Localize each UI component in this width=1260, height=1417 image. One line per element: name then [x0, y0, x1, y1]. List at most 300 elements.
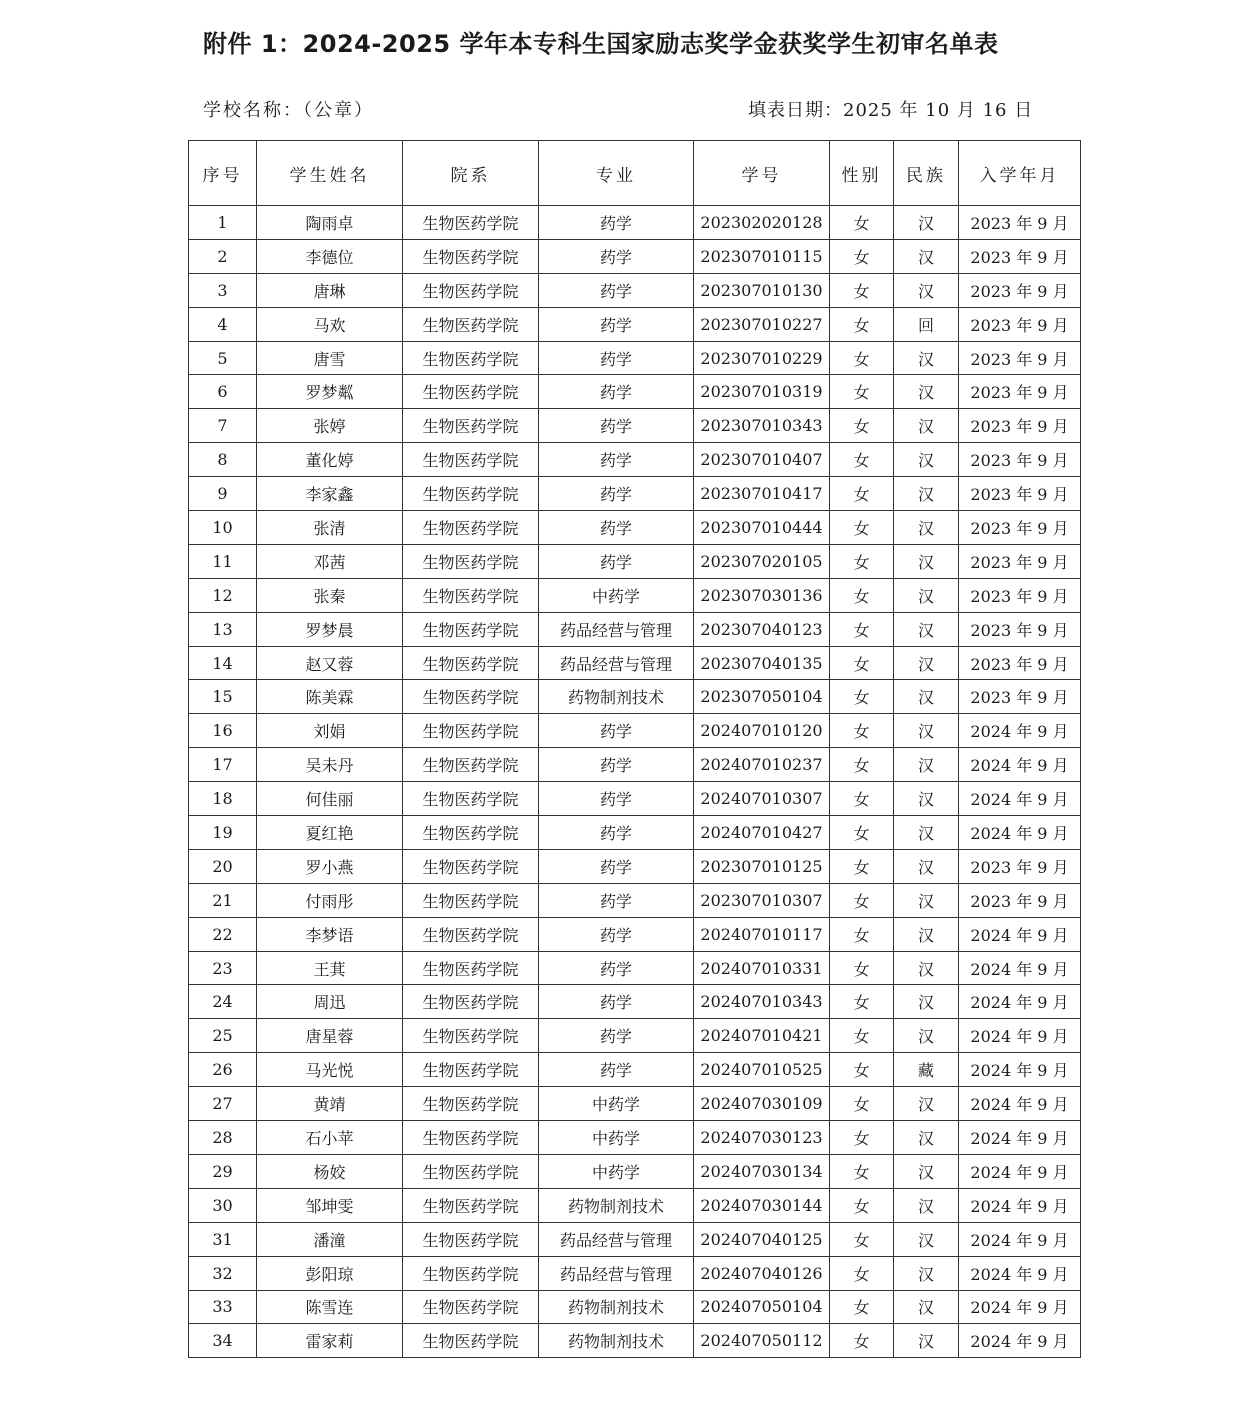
- cell-department: 生物医药学院: [403, 206, 539, 240]
- table-row: [189, 951, 1081, 985]
- cell-gender: 女: [830, 680, 894, 714]
- cell-index: 33: [189, 1290, 257, 1324]
- table-row: [189, 511, 1081, 545]
- table-body: [189, 206, 1081, 1358]
- cell-enrollment: 2023 年 9 月: [959, 477, 1081, 511]
- cell-major: 药物制剂技术: [539, 1324, 694, 1358]
- cell-ethnicity: 汉: [894, 544, 959, 578]
- cell-enrollment: 2023 年 9 月: [959, 612, 1081, 646]
- table-row: [189, 1188, 1081, 1222]
- table-row: [189, 917, 1081, 951]
- cell-index: 30: [189, 1188, 257, 1222]
- cell-department: 生物医药学院: [403, 985, 539, 1019]
- cell-student-id: 202407010237: [694, 748, 830, 782]
- table-row: [189, 1019, 1081, 1053]
- cell-student-id: 202407050112: [694, 1324, 830, 1358]
- cell-index: 20: [189, 849, 257, 883]
- cell-student-name: 石小苹: [257, 1121, 403, 1155]
- cell-department: 生物医药学院: [403, 1019, 539, 1053]
- cell-major: 中药学: [539, 578, 694, 612]
- cell-student-name: 唐琳: [257, 273, 403, 307]
- cell-department: 生物医药学院: [403, 748, 539, 782]
- cell-enrollment: 2024 年 9 月: [959, 951, 1081, 985]
- cell-student-name: 邓茜: [257, 544, 403, 578]
- cell-enrollment: 2023 年 9 月: [959, 544, 1081, 578]
- cell-major: 药学: [539, 714, 694, 748]
- cell-department: 生物医药学院: [403, 849, 539, 883]
- cell-student-id: 202407010525: [694, 1053, 830, 1087]
- cell-gender: 女: [830, 477, 894, 511]
- cell-enrollment: 2024 年 9 月: [959, 1154, 1081, 1188]
- table-row: [189, 714, 1081, 748]
- cell-major: 药物制剂技术: [539, 1290, 694, 1324]
- cell-department: 生物医药学院: [403, 714, 539, 748]
- cell-ethnicity: 汉: [894, 849, 959, 883]
- cell-major: 药品经营与管理: [539, 612, 694, 646]
- cell-student-id: 202307010115: [694, 239, 830, 273]
- cell-gender: 女: [830, 985, 894, 1019]
- cell-index: 34: [189, 1324, 257, 1358]
- cell-department: 生物医药学院: [403, 612, 539, 646]
- cell-ethnicity: 汉: [894, 680, 959, 714]
- table-row: [189, 1256, 1081, 1290]
- cell-gender: 女: [830, 748, 894, 782]
- cell-student-id: 202307040135: [694, 646, 830, 680]
- cell-index: 1: [189, 206, 257, 240]
- header-ethnicity: 民族: [894, 141, 959, 206]
- cell-major: 药学: [539, 1053, 694, 1087]
- cell-ethnicity: 汉: [894, 883, 959, 917]
- cell-gender: 女: [830, 1087, 894, 1121]
- cell-student-name: 李梦语: [257, 917, 403, 951]
- cell-enrollment: 2024 年 9 月: [959, 1188, 1081, 1222]
- cell-ethnicity: 汉: [894, 409, 959, 443]
- cell-major: 中药学: [539, 1087, 694, 1121]
- cell-enrollment: 2024 年 9 月: [959, 985, 1081, 1019]
- cell-enrollment: 2024 年 9 月: [959, 1087, 1081, 1121]
- cell-student-name: 付雨彤: [257, 883, 403, 917]
- cell-enrollment: 2024 年 9 月: [959, 748, 1081, 782]
- cell-department: 生物医药学院: [403, 1188, 539, 1222]
- cell-ethnicity: 汉: [894, 951, 959, 985]
- cell-major: 药学: [539, 341, 694, 375]
- cell-department: 生物医药学院: [403, 578, 539, 612]
- cell-gender: 女: [830, 1019, 894, 1053]
- cell-student-name: 刘娟: [257, 714, 403, 748]
- cell-major: 中药学: [539, 1121, 694, 1155]
- cell-department: 生物医药学院: [403, 917, 539, 951]
- cell-student-name: 邹坤雯: [257, 1188, 403, 1222]
- table-row: [189, 578, 1081, 612]
- cell-gender: 女: [830, 883, 894, 917]
- cell-student-name: 马光悦: [257, 1053, 403, 1087]
- cell-gender: 女: [830, 206, 894, 240]
- table-row: [189, 375, 1081, 409]
- cell-index: 22: [189, 917, 257, 951]
- cell-enrollment: 2024 年 9 月: [959, 1324, 1081, 1358]
- cell-department: 生物医药学院: [403, 1256, 539, 1290]
- cell-ethnicity: 汉: [894, 816, 959, 850]
- cell-index: 8: [189, 443, 257, 477]
- cell-enrollment: 2024 年 9 月: [959, 816, 1081, 850]
- cell-department: 生物医药学院: [403, 1222, 539, 1256]
- cell-student-id: 202307050104: [694, 680, 830, 714]
- cell-gender: 女: [830, 1188, 894, 1222]
- cell-gender: 女: [830, 1324, 894, 1358]
- cell-student-id: 202407030123: [694, 1121, 830, 1155]
- cell-student-name: 周迅: [257, 985, 403, 1019]
- cell-index: 29: [189, 1154, 257, 1188]
- cell-index: 6: [189, 375, 257, 409]
- cell-enrollment: 2023 年 9 月: [959, 646, 1081, 680]
- cell-index: 3: [189, 273, 257, 307]
- cell-student-name: 李德位: [257, 239, 403, 273]
- header-index: 序号: [189, 141, 257, 206]
- cell-student-name: 马欢: [257, 307, 403, 341]
- cell-student-id: 202407030144: [694, 1188, 830, 1222]
- cell-enrollment: 2024 年 9 月: [959, 714, 1081, 748]
- cell-student-name: 陶雨卓: [257, 206, 403, 240]
- cell-ethnicity: 汉: [894, 612, 959, 646]
- cell-index: 11: [189, 544, 257, 578]
- table-row: [189, 1290, 1081, 1324]
- cell-enrollment: 2023 年 9 月: [959, 375, 1081, 409]
- header-major: 专业: [539, 141, 694, 206]
- cell-index: 5: [189, 341, 257, 375]
- cell-student-id: 202307010444: [694, 511, 830, 545]
- cell-department: 生物医药学院: [403, 375, 539, 409]
- cell-student-id: 202307040123: [694, 612, 830, 646]
- cell-student-name: 彭阳琼: [257, 1256, 403, 1290]
- cell-ethnicity: 汉: [894, 443, 959, 477]
- cell-enrollment: 2023 年 9 月: [959, 578, 1081, 612]
- cell-ethnicity: 汉: [894, 239, 959, 273]
- table-row: [189, 849, 1081, 883]
- cell-major: 药学: [539, 375, 694, 409]
- cell-gender: 女: [830, 409, 894, 443]
- table-row: [189, 1154, 1081, 1188]
- cell-index: 2: [189, 239, 257, 273]
- cell-enrollment: 2024 年 9 月: [959, 1019, 1081, 1053]
- document-title: 附件 1：2024-2025 学年本专科生国家励志奖学金获奖学生初审名单表: [203, 30, 999, 58]
- cell-student-name: 吴未丹: [257, 748, 403, 782]
- header-enrollment: 入学年月: [959, 141, 1081, 206]
- cell-student-name: 何佳丽: [257, 782, 403, 816]
- table-row: [189, 680, 1081, 714]
- cell-ethnicity: 回: [894, 307, 959, 341]
- cell-gender: 女: [830, 443, 894, 477]
- cell-major: 药学: [539, 917, 694, 951]
- table-row: [189, 409, 1081, 443]
- cell-major: 药学: [539, 206, 694, 240]
- cell-student-id: 202407010331: [694, 951, 830, 985]
- cell-major: 药学: [539, 816, 694, 850]
- cell-ethnicity: 汉: [894, 578, 959, 612]
- cell-ethnicity: 汉: [894, 917, 959, 951]
- cell-gender: 女: [830, 917, 894, 951]
- cell-gender: 女: [830, 951, 894, 985]
- cell-major: 药学: [539, 1019, 694, 1053]
- table-row: [189, 816, 1081, 850]
- cell-student-id: 202307010130: [694, 273, 830, 307]
- table-row: [189, 307, 1081, 341]
- cell-enrollment: 2024 年 9 月: [959, 917, 1081, 951]
- cell-student-name: 张清: [257, 511, 403, 545]
- header-student-id: 学号: [694, 141, 830, 206]
- cell-gender: 女: [830, 1290, 894, 1324]
- cell-department: 生物医药学院: [403, 1121, 539, 1155]
- cell-department: 生物医药学院: [403, 239, 539, 273]
- cell-major: 药学: [539, 307, 694, 341]
- cell-index: 21: [189, 883, 257, 917]
- cell-student-id: 202407050104: [694, 1290, 830, 1324]
- cell-student-name: 陈雪连: [257, 1290, 403, 1324]
- cell-department: 生物医药学院: [403, 341, 539, 375]
- cell-department: 生物医药学院: [403, 1087, 539, 1121]
- cell-enrollment: 2023 年 9 月: [959, 511, 1081, 545]
- cell-enrollment: 2023 年 9 月: [959, 409, 1081, 443]
- cell-student-name: 黄靖: [257, 1087, 403, 1121]
- cell-department: 生物医药学院: [403, 646, 539, 680]
- cell-index: 7: [189, 409, 257, 443]
- cell-gender: 女: [830, 816, 894, 850]
- cell-ethnicity: 汉: [894, 1188, 959, 1222]
- cell-enrollment: 2023 年 9 月: [959, 273, 1081, 307]
- cell-student-id: 202407010307: [694, 782, 830, 816]
- header-department: 院系: [403, 141, 539, 206]
- cell-student-name: 罗小燕: [257, 849, 403, 883]
- cell-student-name: 罗梦晨: [257, 612, 403, 646]
- scholarship-list-table: [188, 140, 1081, 1358]
- cell-student-id: 202407010343: [694, 985, 830, 1019]
- cell-ethnicity: 汉: [894, 985, 959, 1019]
- cell-major: 药品经营与管理: [539, 1256, 694, 1290]
- cell-major: 药学: [539, 443, 694, 477]
- cell-gender: 女: [830, 511, 894, 545]
- cell-student-id: 202307010229: [694, 341, 830, 375]
- cell-gender: 女: [830, 273, 894, 307]
- cell-ethnicity: 汉: [894, 782, 959, 816]
- cell-gender: 女: [830, 782, 894, 816]
- cell-student-id: 202307010407: [694, 443, 830, 477]
- cell-major: 药学: [539, 782, 694, 816]
- cell-enrollment: 2024 年 9 月: [959, 1053, 1081, 1087]
- cell-student-id: 202307010307: [694, 883, 830, 917]
- cell-student-id: 202407040126: [694, 1256, 830, 1290]
- fill-date-label: 填表日期：2025 年 10 月 16 日: [748, 100, 1034, 121]
- cell-student-id: 202407040125: [694, 1222, 830, 1256]
- cell-enrollment: 2023 年 9 月: [959, 680, 1081, 714]
- cell-student-id: 202407010427: [694, 816, 830, 850]
- cell-student-name: 董化婷: [257, 443, 403, 477]
- cell-index: 18: [189, 782, 257, 816]
- cell-ethnicity: 汉: [894, 646, 959, 680]
- cell-department: 生物医药学院: [403, 1290, 539, 1324]
- cell-major: 中药学: [539, 1154, 694, 1188]
- cell-department: 生物医药学院: [403, 1324, 539, 1358]
- cell-ethnicity: 汉: [894, 1290, 959, 1324]
- cell-ethnicity: 汉: [894, 511, 959, 545]
- cell-student-id: 202302020128: [694, 206, 830, 240]
- cell-major: 药品经营与管理: [539, 646, 694, 680]
- table-row: [189, 612, 1081, 646]
- cell-student-name: 陈美霖: [257, 680, 403, 714]
- cell-major: 药物制剂技术: [539, 1188, 694, 1222]
- cell-department: 生物医药学院: [403, 544, 539, 578]
- cell-gender: 女: [830, 1121, 894, 1155]
- table-row: [189, 1324, 1081, 1358]
- cell-department: 生物医药学院: [403, 443, 539, 477]
- cell-enrollment: 2023 年 9 月: [959, 239, 1081, 273]
- cell-gender: 女: [830, 1154, 894, 1188]
- cell-index: 32: [189, 1256, 257, 1290]
- cell-department: 生物医药学院: [403, 951, 539, 985]
- cell-gender: 女: [830, 646, 894, 680]
- cell-index: 19: [189, 816, 257, 850]
- cell-major: 药学: [539, 849, 694, 883]
- table-row: [189, 1222, 1081, 1256]
- cell-ethnicity: 汉: [894, 1222, 959, 1256]
- cell-gender: 女: [830, 307, 894, 341]
- cell-student-id: 202307030136: [694, 578, 830, 612]
- cell-department: 生物医药学院: [403, 409, 539, 443]
- cell-gender: 女: [830, 1053, 894, 1087]
- cell-major: 药学: [539, 239, 694, 273]
- cell-student-name: 张婷: [257, 409, 403, 443]
- table-row: [189, 239, 1081, 273]
- cell-enrollment: 2024 年 9 月: [959, 1121, 1081, 1155]
- cell-gender: 女: [830, 1222, 894, 1256]
- cell-ethnicity: 汉: [894, 341, 959, 375]
- cell-department: 生物医药学院: [403, 511, 539, 545]
- cell-student-name: 雷家莉: [257, 1324, 403, 1358]
- cell-index: 13: [189, 612, 257, 646]
- cell-student-name: 唐雪: [257, 341, 403, 375]
- cell-enrollment: 2023 年 9 月: [959, 883, 1081, 917]
- cell-gender: 女: [830, 578, 894, 612]
- table-row: [189, 985, 1081, 1019]
- cell-major: 药学: [539, 511, 694, 545]
- table-row: [189, 1121, 1081, 1155]
- cell-ethnicity: 汉: [894, 1256, 959, 1290]
- cell-index: 16: [189, 714, 257, 748]
- cell-student-id: 202307010125: [694, 849, 830, 883]
- table-row: [189, 646, 1081, 680]
- cell-student-id: 202407010120: [694, 714, 830, 748]
- cell-ethnicity: 汉: [894, 206, 959, 240]
- cell-enrollment: 2024 年 9 月: [959, 1290, 1081, 1324]
- table-row: [189, 273, 1081, 307]
- cell-enrollment: 2023 年 9 月: [959, 206, 1081, 240]
- cell-ethnicity: 汉: [894, 1121, 959, 1155]
- cell-enrollment: 2023 年 9 月: [959, 307, 1081, 341]
- cell-department: 生物医药学院: [403, 816, 539, 850]
- cell-ethnicity: 汉: [894, 1324, 959, 1358]
- header-student-name: 学生姓名: [257, 141, 403, 206]
- table-row: [189, 206, 1081, 240]
- cell-major: 药学: [539, 273, 694, 307]
- table-row: [189, 1053, 1081, 1087]
- cell-enrollment: 2024 年 9 月: [959, 1222, 1081, 1256]
- cell-gender: 女: [830, 544, 894, 578]
- cell-index: 17: [189, 748, 257, 782]
- cell-enrollment: 2024 年 9 月: [959, 1256, 1081, 1290]
- cell-student-name: 张秦: [257, 578, 403, 612]
- cell-major: 药学: [539, 748, 694, 782]
- cell-index: 31: [189, 1222, 257, 1256]
- cell-student-name: 罗梦粼: [257, 375, 403, 409]
- cell-major: 药品经营与管理: [539, 1222, 694, 1256]
- cell-ethnicity: 藏: [894, 1053, 959, 1087]
- cell-ethnicity: 汉: [894, 748, 959, 782]
- cell-index: 26: [189, 1053, 257, 1087]
- cell-index: 15: [189, 680, 257, 714]
- cell-student-name: 王萁: [257, 951, 403, 985]
- table-row: [189, 443, 1081, 477]
- cell-student-id: 202407010117: [694, 917, 830, 951]
- cell-department: 生物医药学院: [403, 782, 539, 816]
- cell-department: 生物医药学院: [403, 1154, 539, 1188]
- cell-enrollment: 2023 年 9 月: [959, 341, 1081, 375]
- cell-index: 28: [189, 1121, 257, 1155]
- table-header-row: [189, 141, 1081, 206]
- cell-gender: 女: [830, 612, 894, 646]
- cell-student-name: 杨姣: [257, 1154, 403, 1188]
- cell-index: 14: [189, 646, 257, 680]
- cell-ethnicity: 汉: [894, 477, 959, 511]
- cell-index: 27: [189, 1087, 257, 1121]
- cell-index: 9: [189, 477, 257, 511]
- cell-student-id: 202407010421: [694, 1019, 830, 1053]
- cell-ethnicity: 汉: [894, 273, 959, 307]
- cell-department: 生物医药学院: [403, 477, 539, 511]
- table-row: [189, 1087, 1081, 1121]
- cell-student-name: 潘潼: [257, 1222, 403, 1256]
- cell-department: 生物医药学院: [403, 680, 539, 714]
- cell-major: 药学: [539, 544, 694, 578]
- cell-index: 4: [189, 307, 257, 341]
- cell-gender: 女: [830, 375, 894, 409]
- cell-index: 24: [189, 985, 257, 1019]
- cell-major: 药学: [539, 477, 694, 511]
- cell-gender: 女: [830, 1256, 894, 1290]
- cell-student-name: 李家鑫: [257, 477, 403, 511]
- cell-student-name: 唐星蓉: [257, 1019, 403, 1053]
- table-row: [189, 341, 1081, 375]
- cell-major: 药物制剂技术: [539, 680, 694, 714]
- cell-department: 生物医药学院: [403, 883, 539, 917]
- cell-gender: 女: [830, 849, 894, 883]
- cell-department: 生物医药学院: [403, 307, 539, 341]
- cell-major: 药学: [539, 951, 694, 985]
- header-gender: 性别: [830, 141, 894, 206]
- cell-ethnicity: 汉: [894, 1154, 959, 1188]
- cell-index: 25: [189, 1019, 257, 1053]
- cell-gender: 女: [830, 239, 894, 273]
- cell-gender: 女: [830, 714, 894, 748]
- cell-department: 生物医药学院: [403, 1053, 539, 1087]
- cell-ethnicity: 汉: [894, 1087, 959, 1121]
- cell-student-id: 202407030134: [694, 1154, 830, 1188]
- table-row: [189, 782, 1081, 816]
- cell-index: 10: [189, 511, 257, 545]
- cell-major: 药学: [539, 985, 694, 1019]
- cell-student-id: 202307010227: [694, 307, 830, 341]
- cell-student-id: 202307020105: [694, 544, 830, 578]
- cell-department: 生物医药学院: [403, 273, 539, 307]
- cell-student-id: 202307010343: [694, 409, 830, 443]
- cell-enrollment: 2024 年 9 月: [959, 782, 1081, 816]
